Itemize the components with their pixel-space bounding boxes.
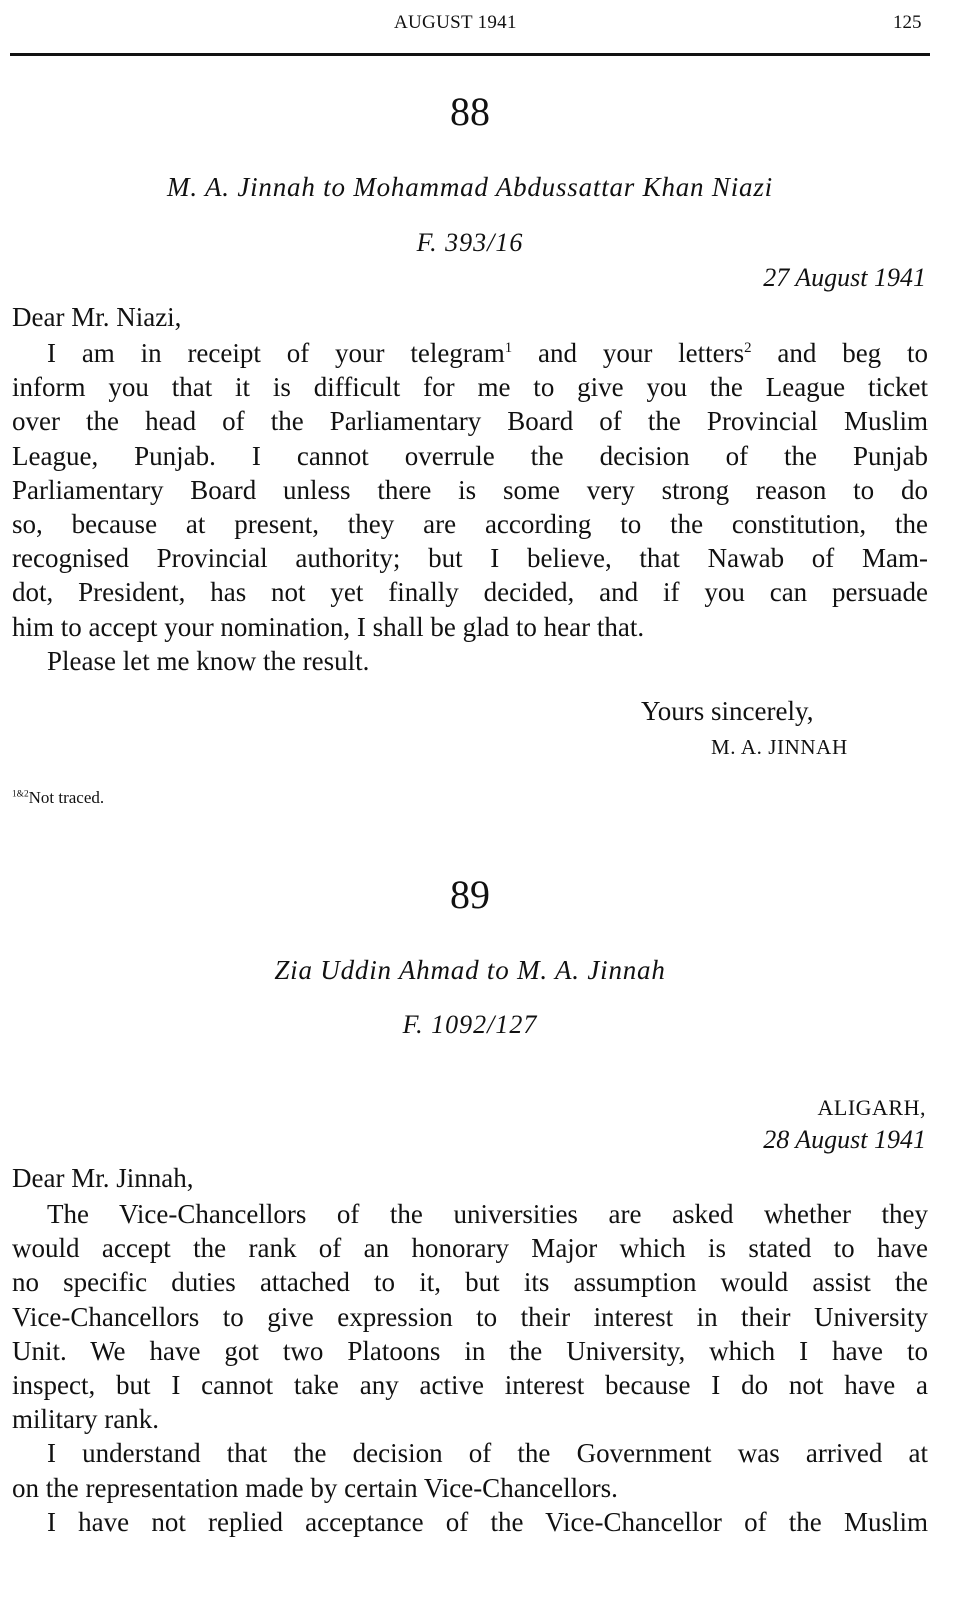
- paragraph-line: Please let me know the result.: [47, 645, 370, 676]
- running-title: AUGUST 1941: [394, 12, 517, 33]
- page-number: 125: [893, 12, 922, 33]
- letter-body-88: [12, 336, 928, 678]
- paragraph-line: I have not replied acceptance of the Vice-Chancellor of the Muslim: [47, 1506, 928, 1537]
- document-heading-88: M. A. Jinnah to Mohammad Abdussattar Khan Niazi: [167, 172, 773, 202]
- paragraph-line: I understand that the decision of the Government was arrived at: [47, 1438, 928, 1469]
- footnote-marker: 2: [744, 340, 752, 356]
- paragraph-line: on the representation made by certain Vice-Chancellors.: [12, 1472, 618, 1503]
- paragraph-line: Vice-Chancellors to give expression to their interest in their University: [12, 1301, 928, 1332]
- paragraph-line: him to accept your nomination, I shall be glad to hear that.: [12, 611, 645, 642]
- paragraph-line-segment: and your letters: [512, 338, 745, 368]
- paragraph-line: League, Punjab. I cannot overrule the decision of the Punjab: [12, 440, 928, 471]
- letter-date-88: 27 August 1941: [763, 263, 926, 292]
- footnote-text: Not traced.: [28, 788, 105, 807]
- salutation-88: Dear Mr. Niazi,: [12, 302, 182, 332]
- footnote-marker: 1&2: [12, 789, 29, 800]
- paragraph-line: recognised Provincial authority; but I believe, that Nawab of Mam-: [12, 543, 928, 574]
- document-number-88: 88: [450, 89, 490, 134]
- paragraph-line: over the head of the Parliamentary Board of the Provincial Muslim: [12, 406, 928, 437]
- footnote-marker: 1: [504, 340, 513, 356]
- file-reference-89: F. 1092/127: [402, 1010, 538, 1039]
- paragraph-line: so, because at present, they are according to the constitution, the: [12, 509, 928, 540]
- paragraph-line: inspect, but I cannot take any active interest because I do not have a: [12, 1370, 928, 1401]
- paragraph-line-segment: and beg to: [751, 338, 928, 368]
- document-number-89: 89: [450, 872, 490, 917]
- paragraph-line: [12, 336, 928, 370]
- header-rule: [10, 53, 930, 56]
- paragraph-line: military rank.: [12, 1404, 159, 1435]
- letter-date-89: 28 August 1941: [763, 1125, 926, 1154]
- salutation-89: Dear Mr. Jinnah,: [12, 1163, 194, 1193]
- paragraph-line: would accept the rank of an honorary Major which is stated to have: [12, 1233, 928, 1264]
- letter-place-89: ALIGARH,: [817, 1095, 926, 1120]
- paragraph-line: no specific duties attached to it, but its assumption would assist the: [12, 1267, 928, 1298]
- signature: M. A. JINNAH: [711, 735, 848, 759]
- file-reference-88: F. 393/16: [416, 228, 524, 257]
- paragraph-line: inform you that it is difficult for me to give you the League ticket: [12, 372, 928, 403]
- paragraph-line: Unit. We have got two Platoons in the University, which I have to: [12, 1335, 928, 1366]
- paragraph-line-segment: I am in receipt of your telegram: [47, 338, 505, 368]
- closing: Yours sincerely,: [641, 696, 814, 726]
- paragraph-line: Parliamentary Board unless there is some very strong reason to do: [12, 474, 928, 505]
- footnote: [12, 788, 104, 808]
- letter-body-89: [12, 1197, 928, 1539]
- document-heading-89: Zia Uddin Ahmad to M. A. Jinnah: [274, 955, 666, 985]
- paragraph-line: The Vice-Chancellors of the universities are asked whether they: [47, 1199, 928, 1229]
- paragraph-line: dot, President, has not yet finally decided, and if you can persuade: [12, 577, 928, 608]
